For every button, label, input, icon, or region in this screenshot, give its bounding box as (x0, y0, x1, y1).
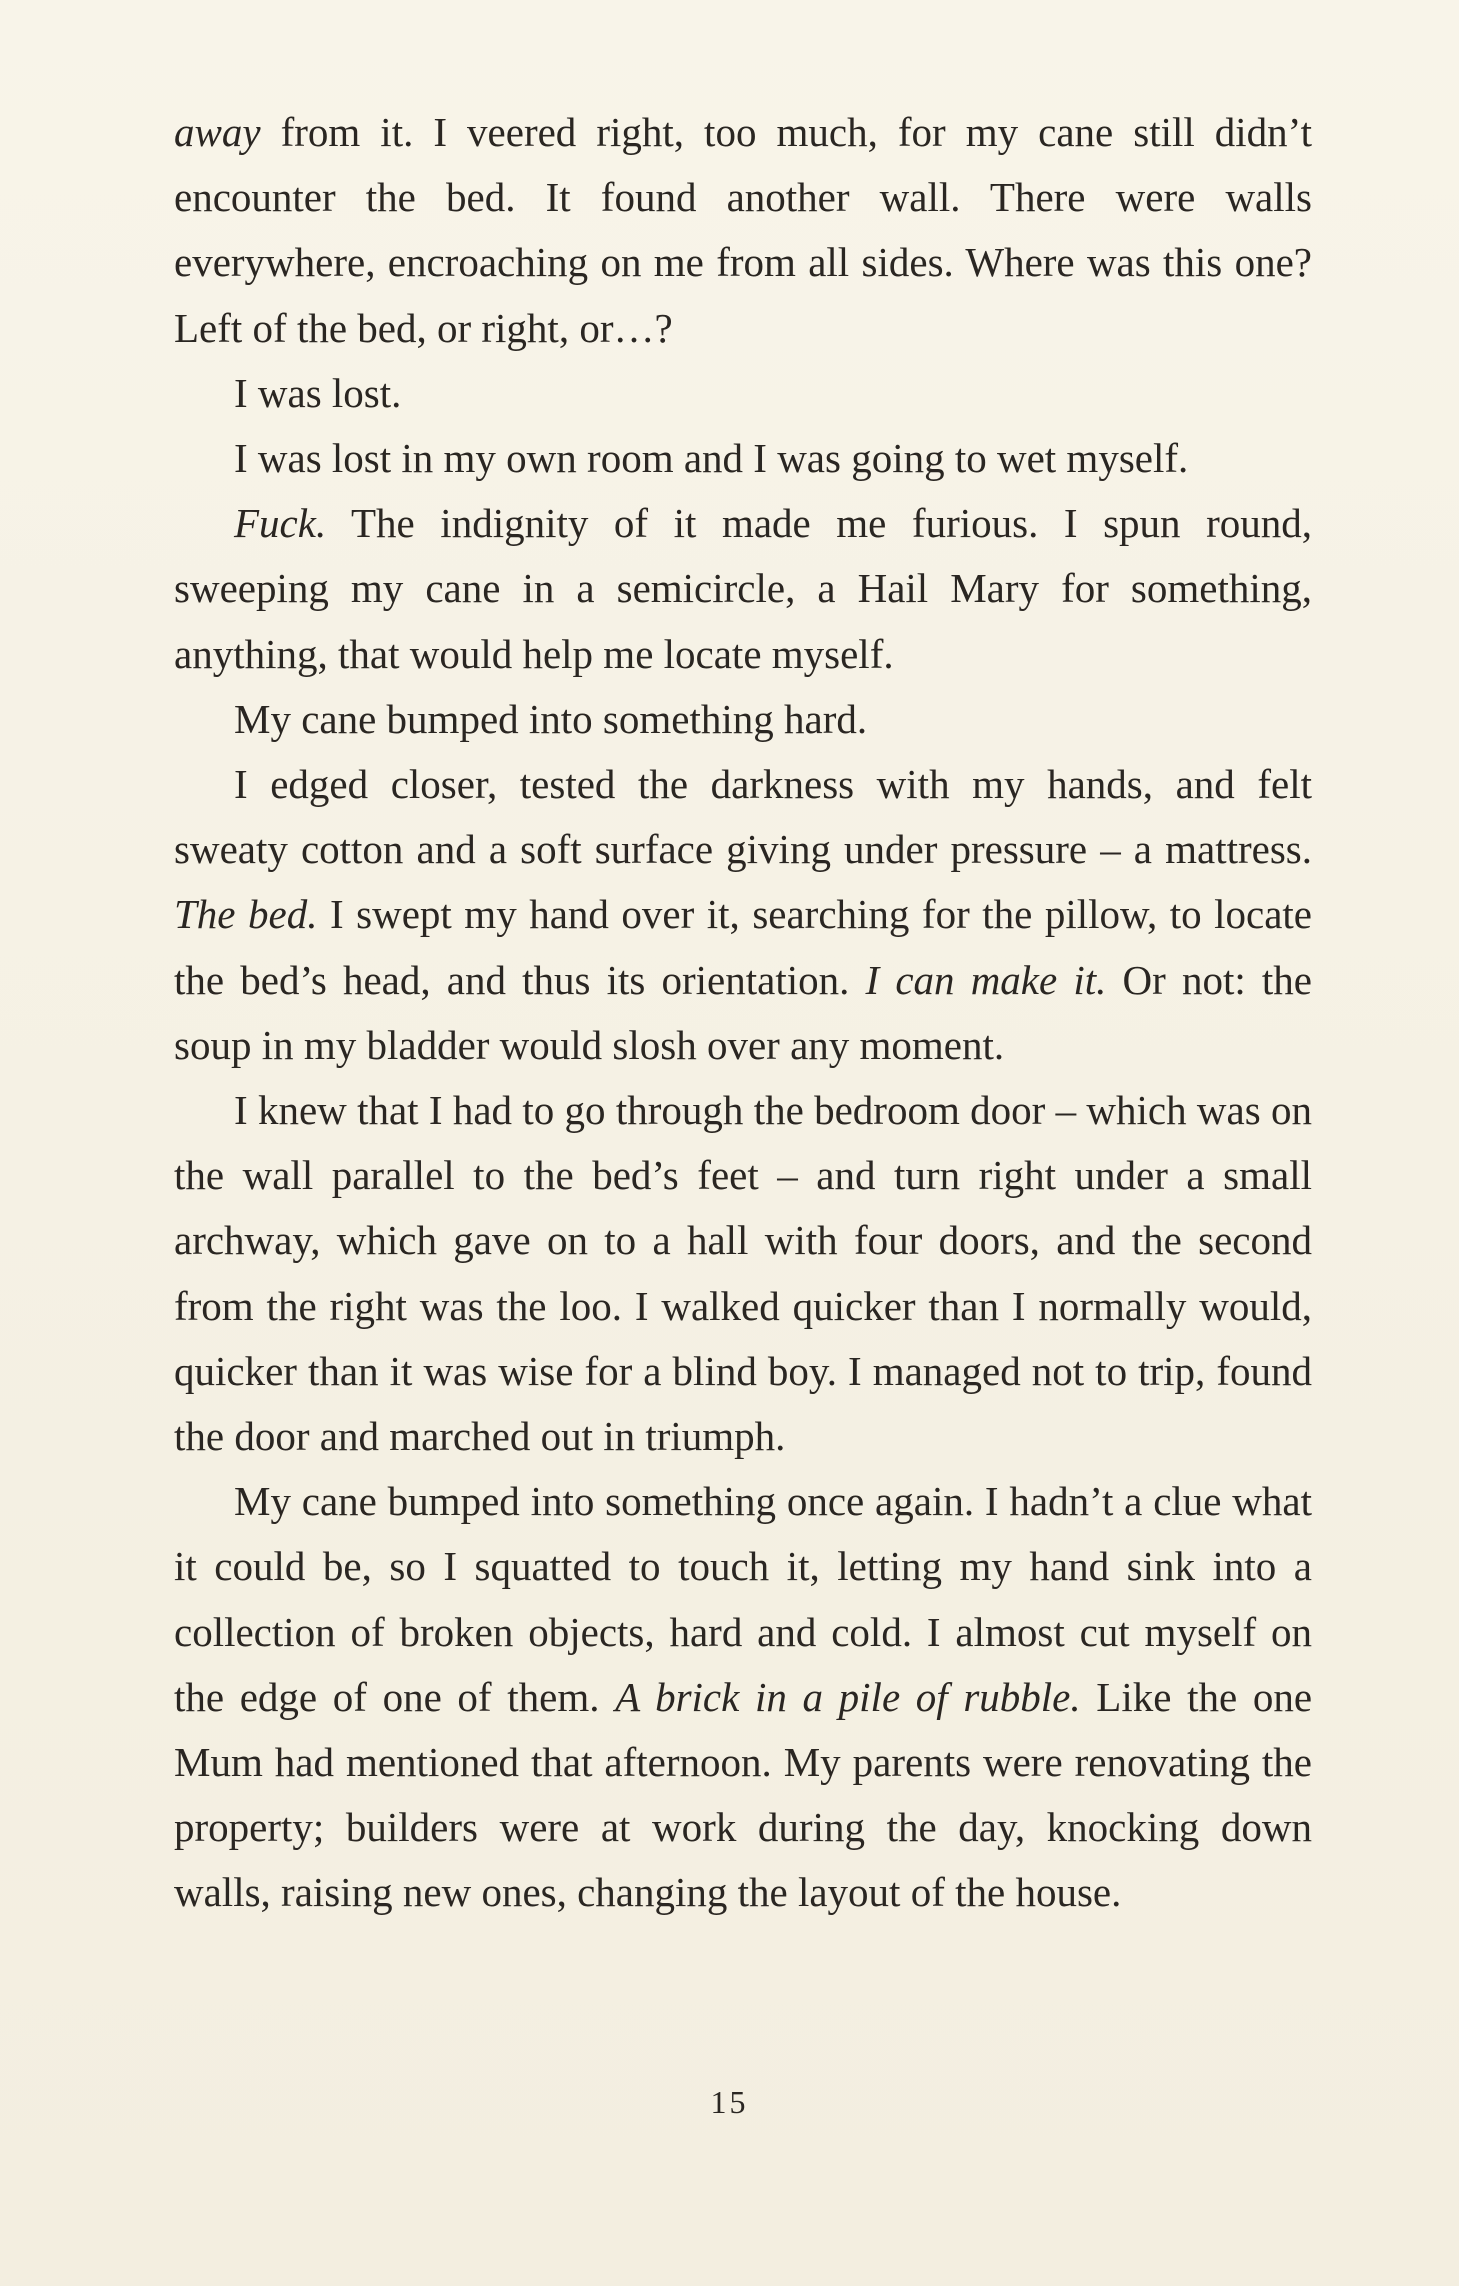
text-run: My cane bumped into something once again. I hadn’t a clue what it could be, so I squatted to touch it, letting my hand sink into a collection of broken objects, hard and cold. I almost cut myself on the edge of one of them. (174, 1478, 1312, 1720)
paragraph (174, 361, 1312, 426)
text-run: My cane bumped into something hard. (234, 695, 868, 742)
italic-text: I can make it. (865, 956, 1107, 1003)
italic-text: The bed. (174, 891, 318, 938)
paragraph (174, 687, 1312, 752)
text-run: I was lost in my own room and I was going to wet myself. (234, 435, 1189, 482)
text-run: Like the one Mum had mentioned that afternoon. My parents were renovating the property; builders were at work during the day, knocking down walls, raising new ones, changing the layout of the house. (174, 1673, 1313, 1916)
italic-text: away (174, 109, 261, 155)
text-run: I was lost. (234, 369, 402, 416)
text-run: from it. I veered right, too much, for my cane still didn’t encounter the bed. It found another wall. There were walls everywhere, encroaching on me from all sides. Where was this one? Left of the bed, or right, or…? (174, 109, 1312, 351)
text-run: Or not: the soup in my bladder would slosh over any moment. (174, 956, 1312, 1068)
text-run: I knew that I had to go through the bedroom door – which was on the wall parallel to the bed’s feet – and turn right under a small archway, which gave on to a hall with four doors, and the second from the right was the loo. I walked quicker than I normally would, quicker than it was wise for a blind boy. I managed not to trip, found the door and marched out in triumph. (174, 1087, 1312, 1460)
page-number: 15 (710, 2084, 749, 2120)
paragraph (174, 1469, 1312, 1925)
body-text (174, 100, 1312, 1926)
italic-text: A brick in a pile of rubble. (615, 1673, 1081, 1720)
text-run: The indignity of it made me furious. I spun round, sweeping my cane in a semicircle, a Hail Mary for something, anything, that would help me locate myself. (174, 500, 1312, 677)
text-run: I edged closer, tested the darkness with my hands, and felt sweaty cotton and a soft surface giving under pressure – a mattress. (174, 761, 1312, 873)
italic-text: Fuck. (234, 500, 327, 547)
text-run: I swept my hand over it, searching for the pillow, to locate the bed’s head, and thus its orientation. (174, 891, 1313, 1003)
paragraph (174, 491, 1312, 687)
paragraph (174, 100, 1312, 361)
paragraph (174, 426, 1312, 491)
paragraph (174, 752, 1312, 1078)
paragraph (174, 1078, 1312, 1469)
